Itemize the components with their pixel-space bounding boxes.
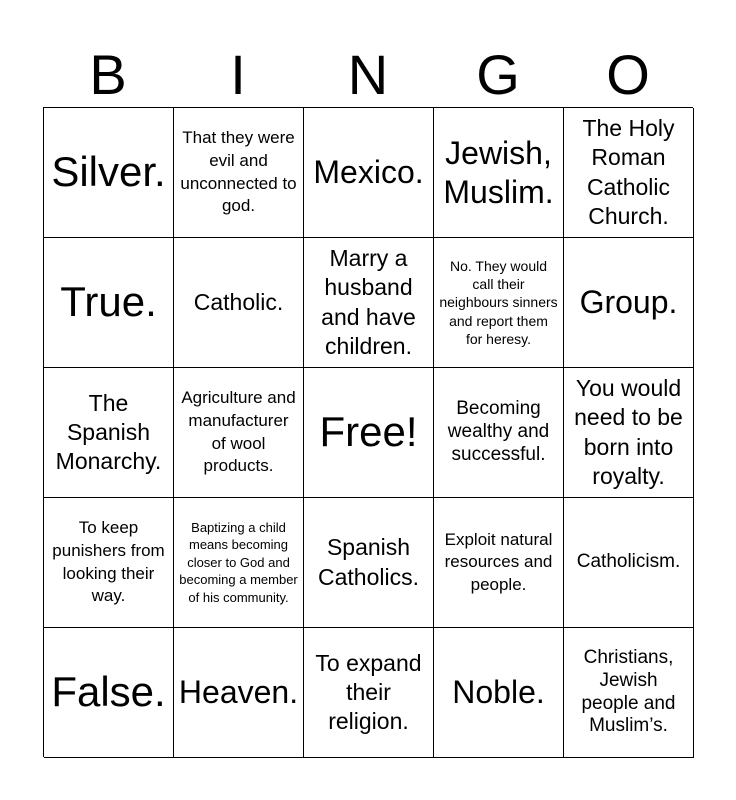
bingo-cell <box>564 628 694 758</box>
bingo-cell <box>434 108 564 238</box>
cell-text: Catholicism. <box>576 551 681 573</box>
header-letter-i: I <box>230 43 246 106</box>
bingo-card <box>43 107 693 757</box>
cell-text: Exploit natural resources and people. <box>444 529 553 594</box>
cell-text: The Holy Roman Catholic Church. <box>582 115 675 229</box>
header-letter-o: O <box>606 43 650 106</box>
bingo-cell <box>44 628 174 758</box>
bingo-cell <box>434 368 564 498</box>
bingo-cell <box>434 628 564 758</box>
bingo-cell <box>564 108 694 238</box>
bingo-cell <box>304 238 434 368</box>
cell-text: Heaven. <box>178 674 299 711</box>
cell-text: Agriculture and manufacturer of wool products. <box>181 388 296 476</box>
free-space-text: Free! <box>319 408 418 456</box>
bingo-cell <box>434 238 564 368</box>
cell-text: Marry a husband and have children. <box>321 245 416 359</box>
cell-text: Jewish, Muslim. <box>443 135 554 210</box>
bingo-cell <box>434 498 564 628</box>
bingo-cell <box>304 498 434 628</box>
cell-text: To expand their religion. <box>315 649 422 735</box>
bingo-cell <box>564 498 694 628</box>
bingo-cell <box>564 238 694 368</box>
cell-text: Catholic. <box>193 288 284 315</box>
header-letter-g: G <box>476 43 520 106</box>
bingo-cell <box>44 368 174 498</box>
bingo-cell <box>174 628 304 758</box>
cell-text: The Spanish Monarchy. <box>55 389 162 475</box>
cell-text: You would need to be born into royalty. <box>574 375 683 489</box>
cell-text: No. They would call their neighbours sinners and report them for heresy. <box>439 258 558 347</box>
bingo-cell <box>44 238 174 368</box>
bingo-cell <box>304 108 434 238</box>
bingo-cell <box>44 108 174 238</box>
bingo-cell <box>44 498 174 628</box>
cell-text: That they were evil and unconnected to god. <box>180 128 297 216</box>
cell-text: Noble. <box>452 674 545 711</box>
bingo-cell <box>174 368 304 498</box>
bingo-cell <box>174 498 304 628</box>
cell-text: Christians, Jewish people and Muslim’s. <box>581 646 676 737</box>
cell-text: To keep punishers from looking their way. <box>52 518 165 606</box>
header-letter-n: N <box>347 43 389 106</box>
header-letter-b: B <box>89 43 127 106</box>
bingo-cell <box>174 108 304 238</box>
cell-text: False. <box>51 668 166 716</box>
bingo-cell <box>564 368 694 498</box>
cell-text: Mexico. <box>313 154 424 191</box>
bingo-cell <box>174 238 304 368</box>
free-space-cell <box>304 368 434 498</box>
cell-text: Spanish Catholics. <box>318 534 419 590</box>
bingo-header <box>43 44 693 106</box>
cell-text: Silver. <box>51 148 166 196</box>
cell-text: Becoming wealthy and successful. <box>447 398 550 465</box>
cell-text: Baptizing a child means becoming closer to God and becoming a member of his community. <box>179 519 298 605</box>
bingo-cell <box>304 628 434 758</box>
cell-text: True. <box>60 278 157 326</box>
cell-text: Group. <box>579 284 678 321</box>
